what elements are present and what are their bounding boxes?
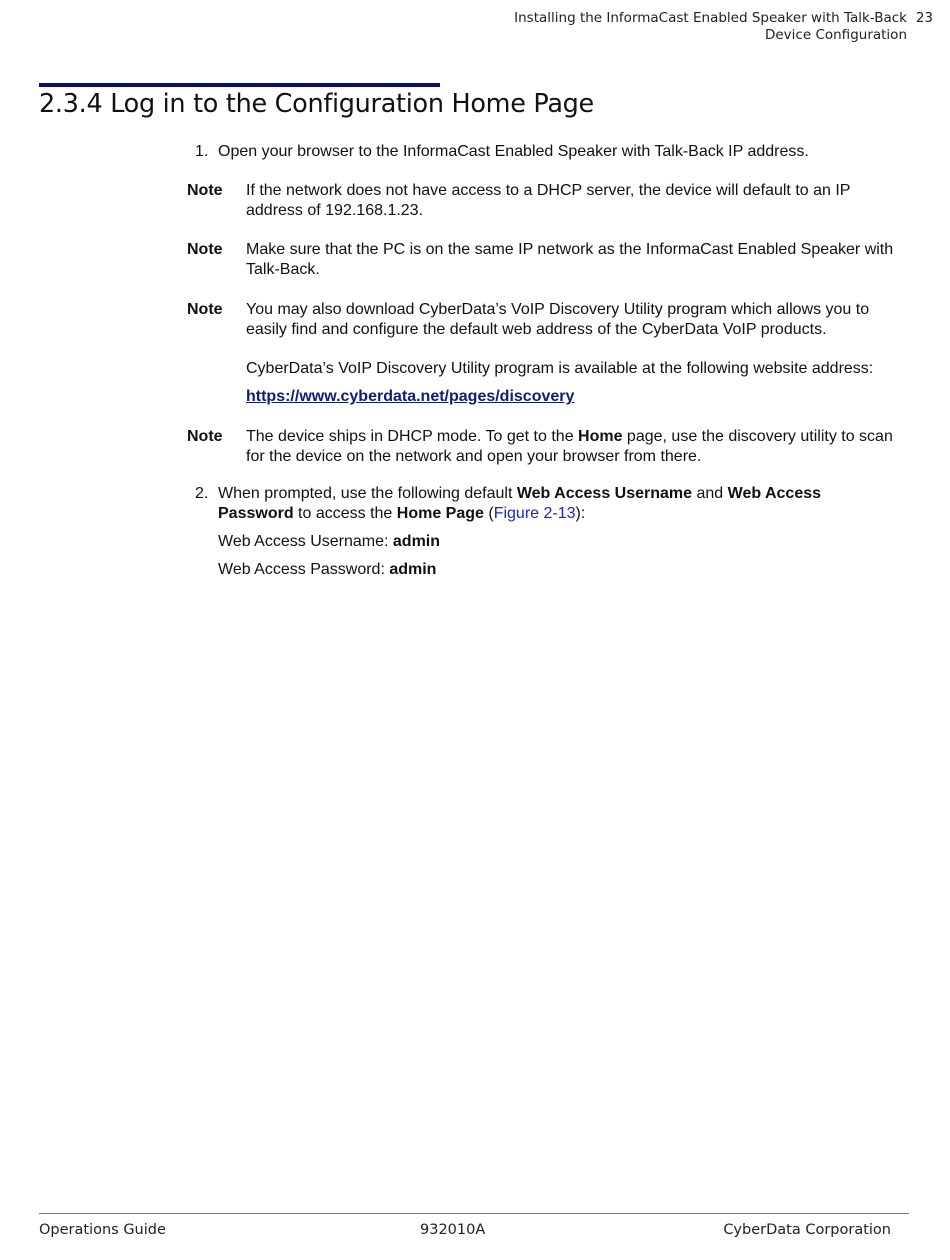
- step-text-part: When prompted, use the following default: [218, 485, 517, 502]
- footer-company: CyberData Corporation: [723, 1222, 891, 1238]
- note-text-part: The device ships in DHCP mode. To get to the: [246, 428, 579, 445]
- step-text-part: and: [692, 485, 728, 502]
- step-text-part: ):: [575, 505, 586, 522]
- note-text-part: page, use the discovery utility to scan for the device on the network and open your browser from there.: [246, 428, 893, 465]
- step-number: 1.: [195, 143, 209, 160]
- note-extra-text: CyberData’s VoIP Discovery Utility program is available at the following website address:: [246, 360, 874, 377]
- note-label: Note: [187, 428, 223, 445]
- step-text: [218, 484, 848, 524]
- page-number: 23: [915, 10, 933, 26]
- username-label: Web Access Username:: [218, 533, 393, 550]
- note-label: Note: [187, 182, 223, 199]
- username-value: admin: [392, 533, 441, 550]
- note-text: You may also download CyberData’s VoIP Discovery Utility program which allows you to easily find and configure the default web address of the CyberData VoIP products.: [246, 301, 870, 338]
- title-rule: [39, 83, 440, 87]
- footer-document-number: 932010A: [420, 1222, 486, 1238]
- password-term: Web Access Password: [218, 485, 822, 522]
- note-text: Make sure that the PC is on the same IP network as the InformaCast Enabled Speaker with Talk-Back.: [246, 241, 894, 278]
- header-chapter-title: Installing the InformaCast Enabled Speaker with Talk-Back: [514, 10, 907, 26]
- note-text: If the network does not have access to a DHCP server, the device will default to an IP address of 192.168.1.23.: [246, 182, 851, 219]
- password-label: Web Access Password:: [218, 561, 390, 578]
- step-number: 2.: [195, 485, 209, 502]
- step-text-part: (: [483, 505, 494, 522]
- header-section-title: Device Configuration: [764, 27, 907, 43]
- footer-rule: [39, 1213, 909, 1214]
- note-text: [246, 427, 908, 467]
- credential-text: [218, 560, 908, 580]
- username-term: Web Access Username: [516, 485, 693, 502]
- note-label: Note: [187, 301, 223, 318]
- home-bold: Home: [578, 428, 623, 445]
- password-value: admin: [389, 561, 437, 578]
- figure-cross-reference[interactable]: Figure 2-13: [493, 505, 576, 522]
- note-label: Note: [187, 241, 223, 258]
- discovery-utility-link[interactable]: https://www.cyberdata.net/pages/discovery: [246, 388, 575, 405]
- step-text: Open your browser to the InformaCast Enabled Speaker with Talk-Back IP address.: [218, 143, 809, 160]
- step-text-part: to access the: [293, 505, 397, 522]
- section-title: 2.3.4 Log in to the Configuration Home Page: [39, 89, 594, 119]
- footer-document-name: Operations Guide: [39, 1222, 166, 1238]
- home-page-term: Home Page: [396, 505, 484, 522]
- discovery-link-wrapper: [246, 387, 908, 407]
- running-header: [514, 10, 933, 44]
- credential-text: [218, 532, 908, 552]
